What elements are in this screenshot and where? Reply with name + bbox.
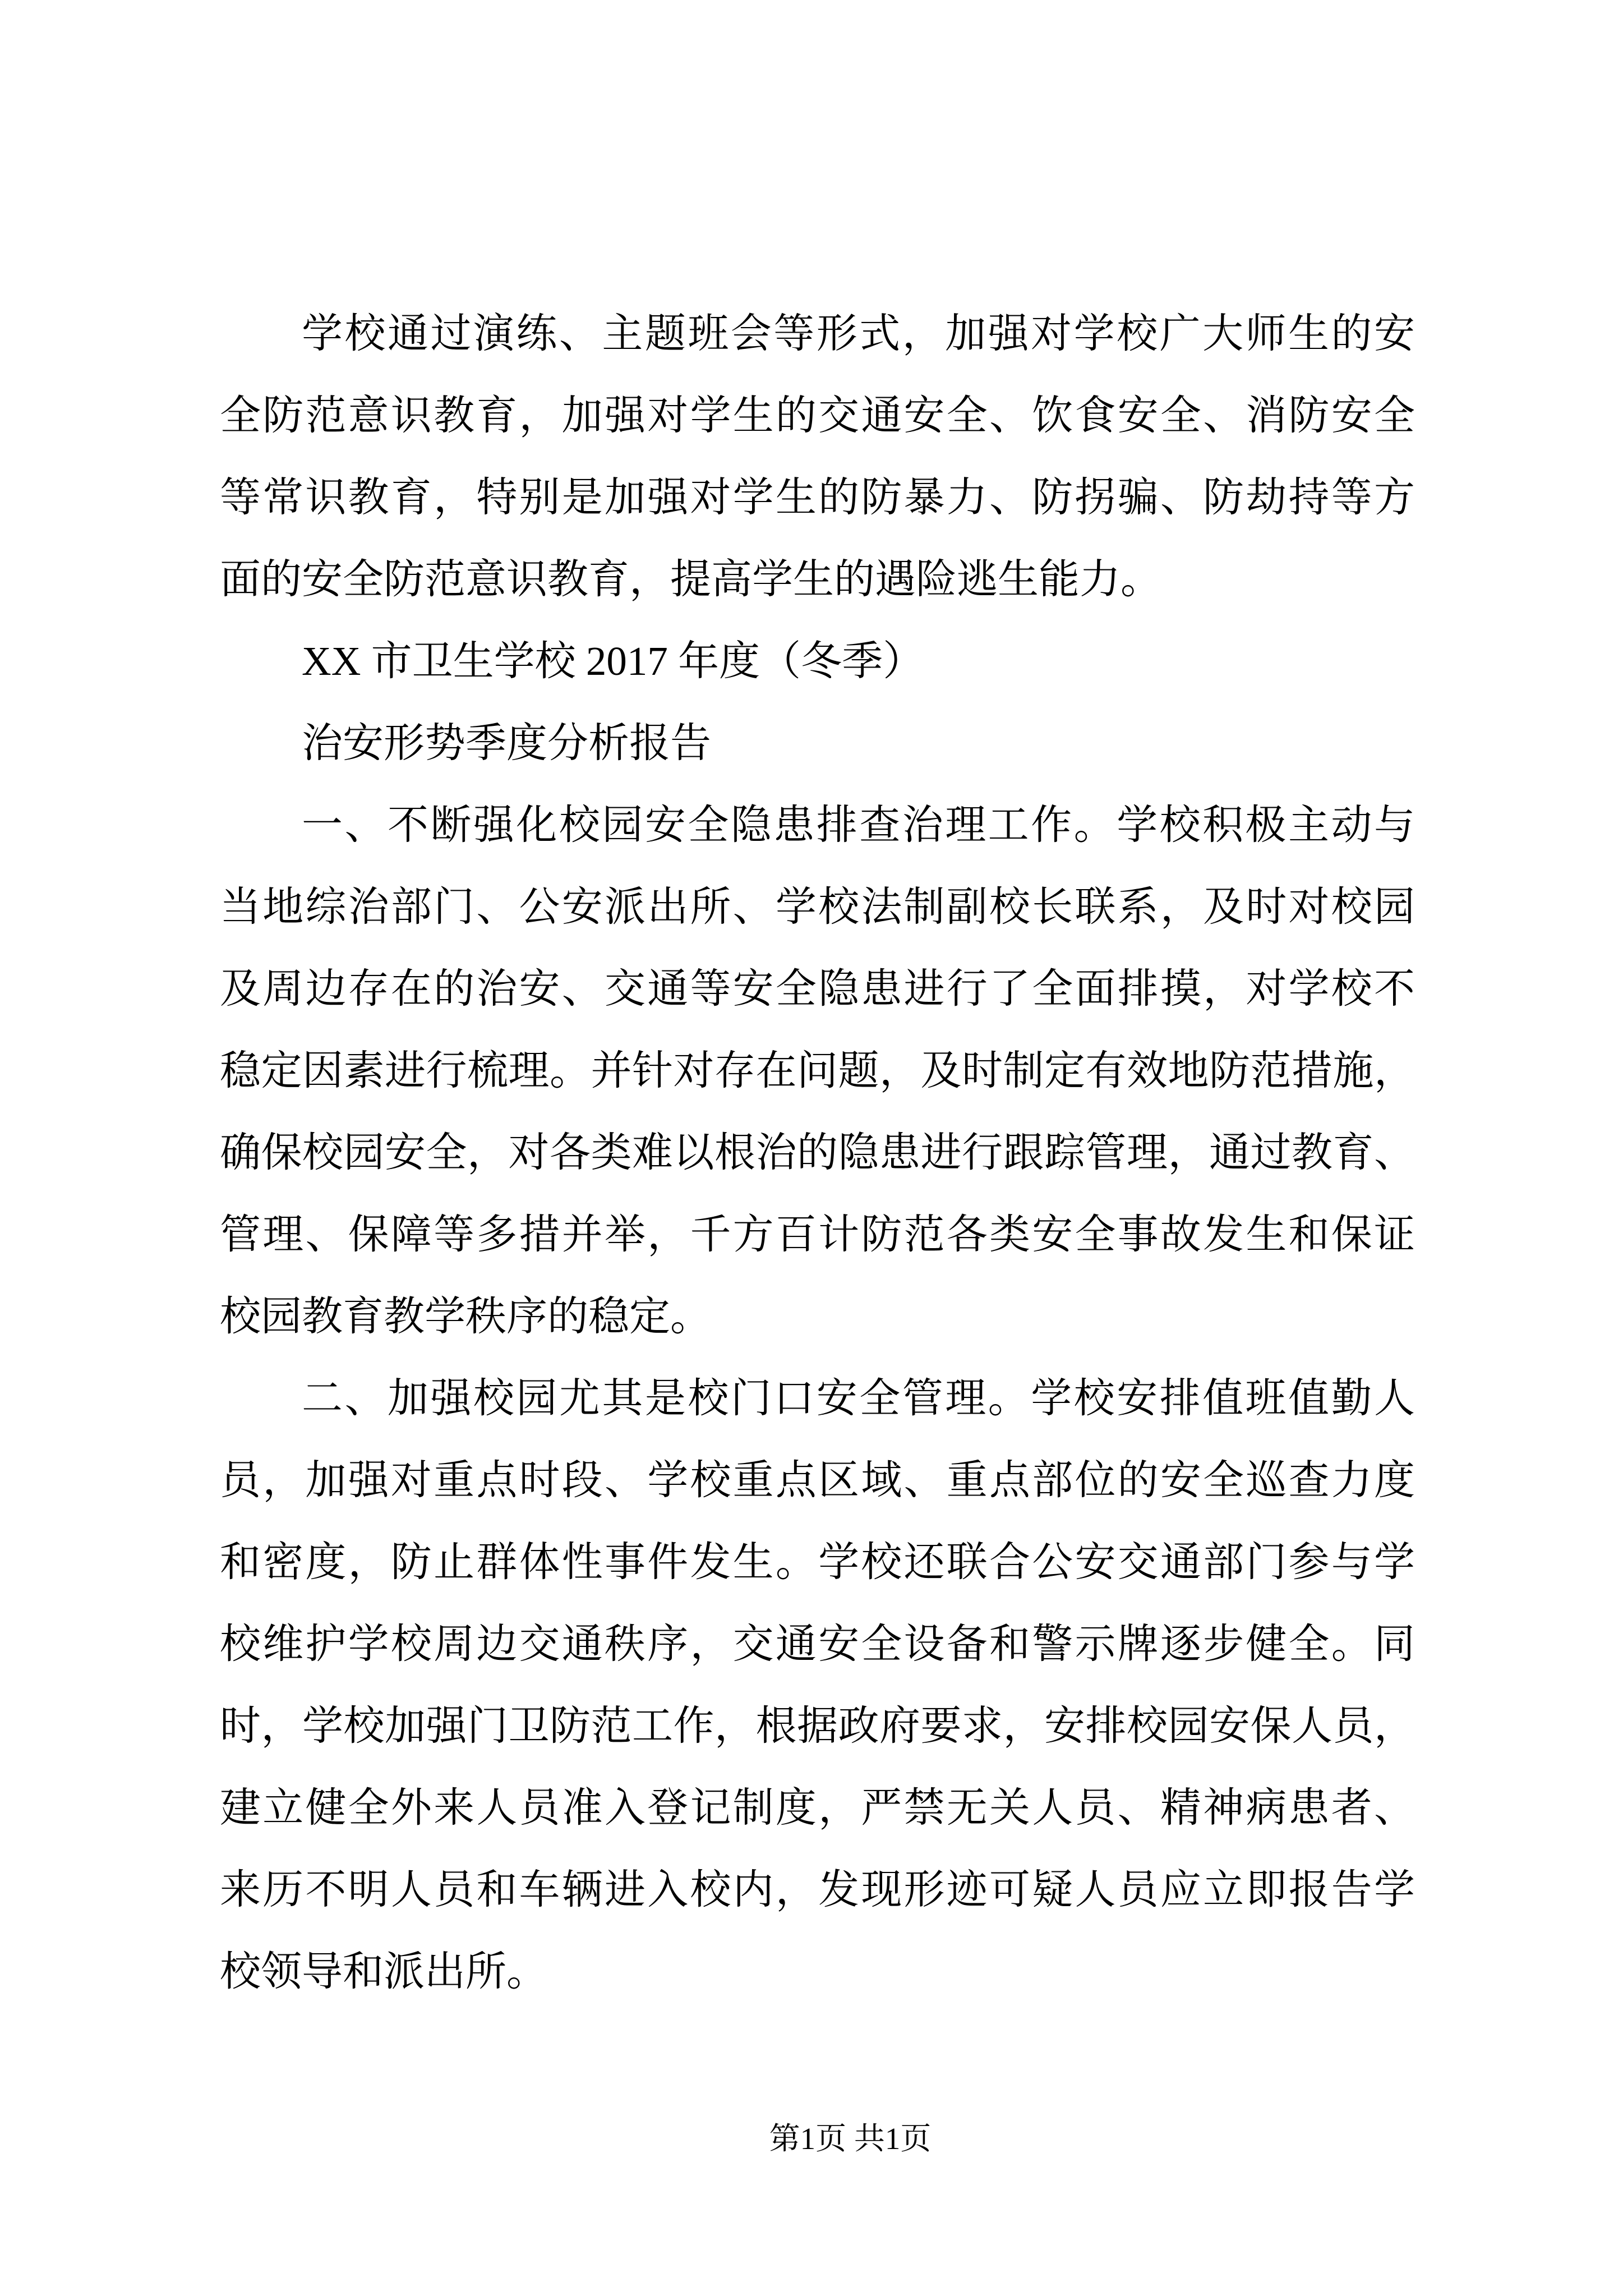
text-line: 二、加强校园尤其是校门口安全管理。学校安排值班值勤人	[302, 1375, 1415, 1421]
paragraph	[220, 620, 1415, 702]
text-line: 和密度，防止群体性事件发生。学校还联合公安交通部门参与学	[220, 1539, 1415, 1585]
text-line: 管理、保障等多措并举，千方百计防范各类安全事故发生和保证	[220, 1212, 1415, 1257]
text-line: 稳定因素进行梳理。并针对存在问题，及时制定有效地防范措施，	[220, 1048, 1415, 1093]
text-line: 员，加强对重点时段、学校重点区域、重点部位的安全巡查力度	[220, 1457, 1415, 1503]
text-line: 时，学校加强门卫防范工作，根据政府要求，安排校园安保人员，	[220, 1703, 1415, 1749]
text-line: 学校通过演练、主题班会等形式，加强对学校广大师生的安	[302, 311, 1415, 356]
text-line: 校园教育教学秩序的稳定。	[220, 1294, 711, 1339]
paragraph	[220, 702, 1415, 784]
document-body	[220, 293, 1415, 2013]
text-line: 及周边存在的治安、交通等安全隐患进行了全面排摸，对学校不	[220, 966, 1415, 1011]
paragraph	[220, 1358, 1415, 2013]
paragraph	[220, 784, 1415, 1358]
text-line: 当地综治部门、公安派出所、学校法制副校长联系，及时对校园	[220, 884, 1415, 930]
paragraph	[220, 293, 1415, 620]
text-line: 校维护学校周边交通秩序，交通安全设备和警示牌逐步健全。同	[220, 1621, 1415, 1667]
text-line: XX 市卫生学校 2017 年度（冬季）	[302, 638, 924, 684]
text-line: 面的安全防范意识教育，提高学生的遇险逃生能力。	[220, 556, 1161, 602]
text-line: 来历不明人员和车辆进入校内，发现形迹可疑人员应立即报告学	[220, 1867, 1415, 1912]
text-line: 一、不断强化校园安全隐患排查治理工作。学校积极主动与	[302, 802, 1415, 848]
text-line: 等常识教育，特别是加强对学生的防暴力、防拐骗、防劫持等方	[220, 475, 1415, 520]
text-line: 确保校园安全，对各类难以根治的隐患进行跟踪管理，通过教育、	[220, 1130, 1415, 1175]
text-line: 建立健全外来人员准入登记制度，严禁无关人员、精神病患者、	[220, 1785, 1415, 1830]
page-number-label: 第1页 共1页	[769, 2122, 932, 2156]
text-line: 校领导和派出所。	[220, 1949, 547, 1994]
text-line: 治安形势季度分析报告	[302, 720, 711, 766]
text-line: 全防范意识教育，加强对学生的交通安全、饮食安全、消防安全	[220, 393, 1415, 438]
page-footer	[769, 2120, 932, 2157]
